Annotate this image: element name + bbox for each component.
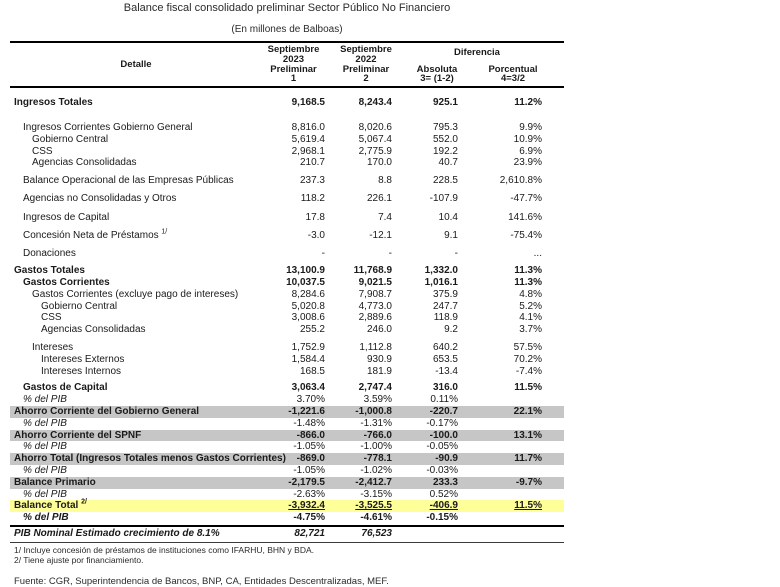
value-septiembre-2022: 1,112.8: [359, 342, 392, 354]
value-septiembre-2023: 1,752.9: [291, 342, 325, 354]
value-septiembre-2022: 2,747.4: [358, 382, 392, 394]
value-septiembre-2022: -1,000.8: [355, 406, 392, 418]
value-diferencia-absoluta: -90.9: [435, 453, 458, 465]
value-diferencia-porcentual: 5.2%: [519, 300, 542, 312]
row-label: % del PIB: [23, 417, 67, 429]
table-row: [10, 342, 564, 354]
value-diferencia-porcentual: 4.8%: [519, 288, 542, 300]
value-septiembre-2022: -1.31%: [360, 417, 392, 429]
value-septiembre-2022: -12.1: [369, 229, 392, 241]
value-septiembre-2023: -3,932.4: [288, 500, 325, 512]
value-diferencia-porcentual: 141.6%: [508, 211, 542, 223]
value-septiembre-2023: 210.7: [299, 157, 325, 169]
value-septiembre-2023: -2,179.5: [288, 476, 325, 488]
table-row: [10, 248, 564, 260]
value-diferencia-absoluta: -406.9: [429, 500, 458, 512]
table-row: [10, 324, 564, 336]
value-diferencia-absoluta: -: [454, 248, 458, 260]
value-septiembre-2023: 13,100.9: [286, 265, 325, 277]
value-diferencia-porcentual: 13.1%: [513, 429, 542, 441]
table-row: [10, 366, 564, 378]
value-septiembre-2023: 82,721: [294, 528, 325, 540]
value-diferencia-absoluta: -220.7: [429, 406, 458, 418]
value-diferencia-porcentual: 11.3%: [514, 277, 542, 289]
table-row: [10, 193, 564, 205]
value-septiembre-2023: 1,584.4: [291, 353, 325, 365]
row-label: Intereses Internos: [41, 365, 122, 377]
row-label: Ahorro Corriente del SPNF: [14, 429, 142, 441]
value-septiembre-2022: -3,525.5: [355, 500, 392, 512]
value-septiembre-2022: 930.9: [366, 353, 392, 365]
row-label: CSS: [41, 312, 62, 324]
table-row: [10, 301, 564, 313]
value-septiembre-2023: 5,020.8: [291, 300, 325, 312]
value-diferencia-absoluta: 9.1: [444, 229, 458, 241]
row-label: Donaciones: [23, 248, 76, 260]
value-diferencia-porcentual: 22.1%: [513, 406, 542, 418]
row-label: CSS: [32, 145, 53, 157]
value-septiembre-2023: 3,063.4: [291, 382, 325, 394]
value-septiembre-2023: -3.0: [307, 229, 325, 241]
footnote-marker: 2/: [81, 499, 87, 507]
value-diferencia-absoluta: 316.0: [432, 382, 458, 394]
table-row: [10, 465, 564, 477]
fiscal-report: [10, 2, 564, 587]
value-diferencia-absoluta: 10.4: [438, 211, 458, 223]
value-diferencia-absoluta: 653.5: [432, 353, 458, 365]
value-diferencia-porcentual: -9.7%: [515, 476, 542, 488]
footnote-2: 2/ Tiene ajuste por financiamiento.: [14, 555, 144, 566]
value-septiembre-2022: -2,412.7: [355, 476, 392, 488]
value-diferencia-porcentual: -7.4%: [515, 365, 542, 377]
footnote-marker: 1/: [161, 228, 168, 236]
value-septiembre-2022: 2,775.9: [358, 145, 392, 157]
table-row: [10, 134, 564, 146]
value-septiembre-2022: 7,908.7: [358, 288, 392, 300]
value-septiembre-2023: 168.5: [299, 365, 325, 377]
value-septiembre-2022: 8,243.4: [358, 97, 392, 109]
value-septiembre-2023: 3.70%: [296, 394, 325, 406]
row-label: Agencias no Consolidadas y Otros: [23, 193, 177, 205]
value-diferencia-porcentual: -47.7%: [510, 193, 542, 205]
table-row: [10, 382, 564, 394]
value-septiembre-2023: -1.05%: [293, 465, 325, 476]
value-diferencia-absoluta: 40.7: [438, 157, 458, 169]
column-header-septiembre-2022: Septiembre 2022 Preliminar 2: [340, 44, 392, 85]
row-label: % del PIB: [23, 465, 67, 476]
value-diferencia-absoluta: -0.03%: [426, 465, 458, 476]
row-label: % del PIB: [23, 488, 67, 500]
table-row: [10, 354, 564, 366]
table-header: [10, 41, 564, 88]
value-septiembre-2022: 4,773.0: [358, 300, 392, 312]
row-label: % del PIB: [23, 512, 69, 524]
value-diferencia-absoluta: -0.17%: [426, 417, 458, 429]
value-septiembre-2022: 8,020.6: [358, 122, 392, 134]
row-label: Concesión Neta de Préstamos $^{1/}$: [23, 228, 168, 241]
value-diferencia-absoluta: -0.15%: [426, 512, 458, 524]
row-label: Balance Total $^{2/}$: [14, 499, 87, 512]
value-diferencia-porcentual: -75.4%: [510, 229, 542, 241]
value-septiembre-2022: 226.1: [366, 193, 392, 205]
table-row: [10, 312, 564, 324]
value-septiembre-2023: -1.05%: [293, 441, 325, 453]
table-row: [10, 157, 564, 169]
row-label: Ahorro Total (Ingresos Totales menos Gastos Corrientes): [14, 453, 286, 465]
table-row: [10, 146, 564, 158]
value-septiembre-2022: 5,067.4: [358, 133, 392, 145]
table-row: [10, 289, 564, 301]
value-septiembre-2022: -766.0: [363, 429, 392, 441]
value-septiembre-2023: 8,284.6: [291, 288, 325, 300]
value-diferencia-absoluta: 1,016.1: [424, 277, 458, 289]
value-septiembre-2023: 2,968.1: [291, 145, 325, 157]
table-row: [10, 512, 564, 524]
value-diferencia-absoluta: 925.1: [432, 97, 458, 109]
value-septiembre-2022: -4.61%: [360, 512, 392, 524]
table-row: [10, 489, 564, 501]
value-diferencia-absoluta: 118.9: [433, 312, 458, 324]
value-diferencia-porcentual: 23.9%: [513, 157, 542, 169]
value-diferencia-absoluta: 9.2: [444, 324, 458, 336]
value-septiembre-2023: -869.0: [296, 453, 325, 465]
column-header-porcentual: Porcentual 4=3/2: [488, 63, 538, 85]
value-diferencia-absoluta: 1,332.0: [424, 265, 458, 277]
value-diferencia-porcentual: 11.3%: [514, 265, 542, 277]
value-diferencia-absoluta: 192.2: [432, 145, 458, 157]
row-label: Gobierno Central: [41, 300, 118, 312]
row-label: Intereses Externos: [41, 353, 125, 365]
table-row: [10, 430, 564, 442]
value-diferencia-porcentual: 57.5%: [513, 342, 542, 354]
table-row: [10, 212, 564, 224]
value-septiembre-2023: -2.63%: [293, 488, 325, 500]
value-diferencia-absoluta: 640.2: [432, 342, 458, 354]
row-label: Gastos Totales: [14, 265, 85, 277]
row-label: Ingresos Totales: [14, 97, 93, 109]
table-row: [10, 453, 564, 465]
table-row: [10, 525, 564, 543]
row-label: Gastos de Capital: [23, 382, 108, 394]
value-diferencia-absoluta: 795.3: [432, 122, 458, 134]
report-subtitle: (En millones de Balboas): [231, 24, 343, 35]
value-diferencia-absoluta: -0.05%: [426, 441, 458, 453]
value-diferencia-porcentual: 11.5%: [514, 500, 542, 512]
value-diferencia-absoluta: 233.3: [432, 476, 458, 488]
value-septiembre-2022: 3.59%: [363, 394, 392, 406]
value-septiembre-2022: -1.00%: [360, 441, 392, 453]
value-diferencia-porcentual: 9.9%: [519, 122, 542, 134]
table-row: [10, 500, 564, 512]
row-label: Balance Operacional de las Empresas Públicas: [23, 175, 234, 187]
value-septiembre-2023: -4.75%: [293, 512, 325, 524]
table-row: [10, 122, 564, 134]
value-septiembre-2023: 3,008.6: [291, 312, 325, 324]
value-septiembre-2023: 118.2: [300, 193, 325, 205]
table-row: [10, 441, 564, 453]
value-septiembre-2022: 170.0: [366, 157, 392, 169]
row-label: Ingresos de Capital: [23, 211, 110, 223]
row-label: Ahorro Corriente del Gobierno General: [14, 406, 200, 418]
value-diferencia-absoluta: 375.9: [432, 288, 458, 300]
value-septiembre-2022: 76,523: [361, 528, 392, 540]
value-diferencia-porcentual: 4.1%: [519, 312, 542, 324]
row-label: Gobierno Central: [32, 133, 109, 145]
table-row: [10, 477, 564, 489]
row-label: % del PIB: [23, 441, 67, 453]
value-diferencia-porcentual: 2,610.8%: [499, 175, 542, 187]
value-septiembre-2022: 11,768.9: [353, 265, 392, 277]
value-septiembre-2022: 9,021.5: [358, 277, 392, 289]
value-diferencia-absoluta: 0.11%: [430, 394, 458, 406]
row-label: Agencias Consolidadas: [41, 324, 146, 336]
value-septiembre-2023: -1,221.6: [288, 406, 325, 418]
value-septiembre-2022: -: [388, 248, 392, 260]
value-diferencia-absoluta: 247.7: [432, 300, 458, 312]
value-diferencia-porcentual: 3.7%: [519, 324, 542, 336]
table-row: [10, 277, 564, 289]
value-septiembre-2023: -866.0: [296, 429, 325, 441]
value-diferencia-porcentual: 11.5%: [514, 382, 542, 394]
value-diferencia-porcentual: 11.2%: [514, 97, 542, 109]
column-header-diferencia-group: [410, 45, 564, 84]
value-diferencia-absoluta: -13.4: [435, 365, 458, 377]
table-row: [10, 175, 564, 187]
table-row: [10, 394, 564, 406]
value-septiembre-2023: -1.48%: [293, 417, 325, 429]
value-septiembre-2023: 8,816.0: [291, 122, 325, 134]
row-label: Gastos Corrientes (excluye pago de intereses): [32, 288, 239, 300]
value-septiembre-2023: 255.2: [299, 324, 325, 336]
report-title: Balance fiscal consolidado preliminar Sector Público No Financiero: [123, 2, 451, 14]
value-septiembre-2022: -778.1: [363, 453, 392, 465]
value-diferencia-porcentual: ...: [533, 248, 542, 260]
row-label: PIB Nominal Estimado crecimiento de 8.1%: [14, 528, 220, 540]
value-septiembre-2023: 9,168.5: [291, 97, 325, 109]
footnote-1: 1/ Incluye concesión de préstamos de instituciones como IFARHU, BHN y BDA.: [14, 544, 314, 555]
value-diferencia-porcentual: 10.9%: [513, 133, 542, 145]
column-header-detalle: Detalle: [120, 58, 152, 70]
value-diferencia-absoluta: 0.52%: [429, 488, 458, 500]
source-note: Fuente: CGR, Superintendencia de Bancos, BNP, CA, Entidades Descentralizadas, MEF.: [14, 575, 389, 587]
value-septiembre-2022: 246.0: [366, 324, 392, 336]
value-diferencia-porcentual: 70.2%: [513, 353, 542, 365]
row-label: Agencias Consolidadas: [32, 157, 137, 169]
value-septiembre-2023: -: [321, 248, 325, 260]
value-diferencia-absoluta: -100.0: [429, 429, 458, 441]
row-label: Ingresos Corrientes Gobierno General: [23, 122, 193, 134]
value-diferencia-absoluta: 228.5: [432, 175, 458, 187]
fiscal-table-body: [10, 97, 564, 543]
column-header-diferencia: Diferencia: [454, 46, 500, 58]
column-header-absoluta: Absoluta 3= (1-2): [416, 63, 458, 85]
value-septiembre-2022: -3.15%: [360, 488, 392, 500]
value-septiembre-2023: 5,619.4: [291, 133, 325, 145]
value-septiembre-2023: 10,037.5: [286, 277, 325, 289]
value-septiembre-2022: 8.8: [378, 175, 392, 187]
value-septiembre-2022: 2,889.6: [358, 312, 392, 324]
row-label: Balance Primario: [14, 476, 96, 488]
value-diferencia-porcentual: 11.7%: [514, 453, 542, 465]
footnotes: [10, 545, 564, 566]
table-row: [10, 230, 564, 242]
value-septiembre-2022: 7.4: [378, 211, 392, 223]
value-septiembre-2023: 237.3: [299, 175, 325, 187]
row-label: Gastos Corrientes: [23, 277, 110, 289]
value-diferencia-absoluta: -107.9: [429, 193, 458, 205]
column-header-septiembre-2023: Septiembre 2023 Preliminar 1: [267, 44, 320, 85]
table-row: [10, 265, 564, 277]
value-diferencia-absoluta: 552.0: [432, 133, 458, 145]
table-row: [10, 97, 564, 109]
table-row: [10, 406, 564, 418]
value-septiembre-2022: -1.02%: [360, 465, 392, 476]
value-diferencia-porcentual: 6.9%: [519, 145, 542, 157]
row-label: % del PIB: [23, 394, 67, 406]
table-row: [10, 418, 564, 430]
value-septiembre-2023: 17.8: [305, 211, 325, 223]
value-septiembre-2022: 181.9: [366, 365, 392, 377]
row-label: Intereses: [32, 342, 74, 354]
